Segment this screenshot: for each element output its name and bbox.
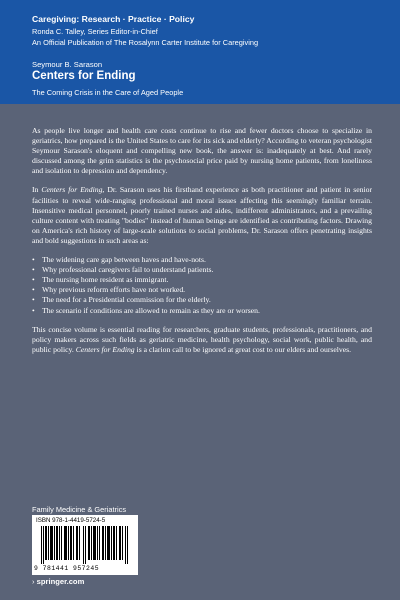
bullet-glyph: • [32,255,35,265]
bullet-glyph: • [32,275,35,285]
bullet-glyph: • [32,295,35,305]
list-item [32,265,372,275]
list-item [32,295,372,305]
bullet-glyph: • [32,285,35,295]
topic-list [32,255,372,316]
header-panel [0,0,400,104]
bullet-glyph: • [32,305,35,315]
list-item [32,306,372,316]
list-item [32,255,372,265]
barcode-panel [32,515,138,575]
publisher-url[interactable] [32,577,84,586]
url-text: springer.com [36,577,85,586]
bullet-glyph: • [32,265,35,275]
series-publication: An Official Publication of The Rosalynn Carter Institute for Caregiving [32,38,259,47]
book-subtitle: The Coming Crisis in the Care of Aged People [32,88,184,97]
blurb-paragraph-1: As people live longer and health care costs continue to rise and fewer doctors choose to specialize in geriatrics, how prepared is the United States to care for its sick and elderly? According to veteran psychologist Seymour Sarason's eloquent and compelling new book, the answer is: inadequately at best. And rarely discussed among the grim statistics is the psychosocial price paid by nursing home patients, from loneliness and isolation to depression and dependency. [32,126,372,176]
list-item-text: The widening care gap between haves and have-nots. [42,255,206,265]
blurb-paragraph-3-text: This concise volume is essential reading for researchers, graduate students, professionals, practitioners, and policy makers across such fields as geriatric medicine, health psychology, social work, public health, and public policy. [32,324,372,354]
blurb-paragraph-3-title: Centers for Ending [75,344,135,354]
blurb-paragraph-2-text: , Dr. Sarason uses his firsthand experience as both practitioner and patient in senior facilities to reveal wide-ranging professional and moral issues affecting this seemingly familiar terrain. Insensitive medical personnel, poorly trained nurses and aides, indifferent administrators, and a prevailing culture content with treating "bodies" instead of human beings are identified as contributing factors. Drawing on America's rich history of large-scale solutions to social problems, Dr. Sarason offers penetrating insights and bold suggestions in such areas as: [32,185,373,245]
blurb-paragraph-3-rest: is a clarion call to be ignored at great cost to our elders and ourselves. [134,344,352,354]
book-title: Centers for Ending [32,70,136,82]
list-item-text: The scenario if conditions are allowed to remain as they are or worsen. [42,305,260,315]
list-item-text: Why previous reform efforts have not worked. [42,285,186,295]
list-item-text: The nursing home resident as immigrant. [42,275,169,285]
list-item-text: The need for a Presidential commission for the elderly. [42,295,211,305]
series-editor: Ronda C. Talley, Series Editor-in-Chief [32,27,158,36]
blurb-paragraph-2 [32,185,372,246]
blurb-paragraph-2-prefix: In [32,185,42,195]
barcode-icon [41,526,129,564]
series-title: Caregiving: Research · Practice · Policy [32,14,195,24]
list-item [32,285,372,295]
url-prefix: › [32,577,37,586]
blurb-paragraph-2-title: Centers for Ending [41,185,103,195]
isbn-text: ISBN 978-1-4419-5724-5 [36,517,106,524]
blurb [32,126,372,364]
blurb-paragraph-3 [32,325,372,355]
category-label: Family Medicine & Geriatrics [32,505,127,514]
list-item [32,275,372,285]
list-item-text: Why professional caregivers fail to understand patients. [42,265,214,275]
barcode-digits: 9 781441 957245 [34,565,100,572]
book-author: Seymour B. Sarason [32,60,103,69]
